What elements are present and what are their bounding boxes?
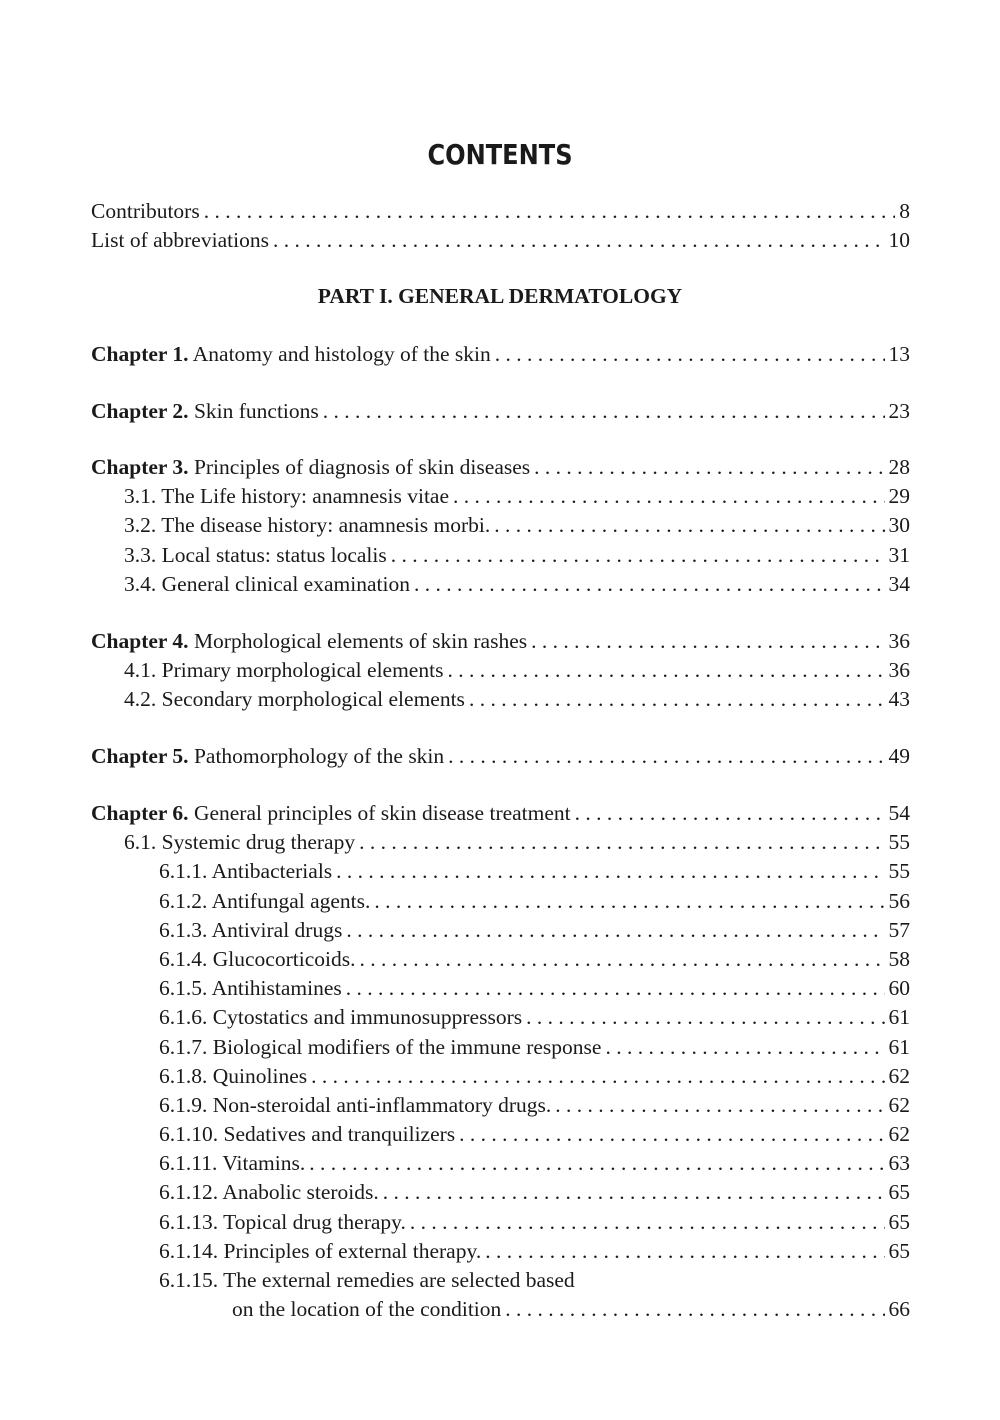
toc-entry-3-1[interactable] [91,482,910,511]
toc-entry-chapter-1[interactable] [91,340,910,369]
toc-entry-6-1-13[interactable] [91,1208,910,1237]
entry-label: 6.1.2. Antifungal agents. [159,888,371,913]
toc-entry-chapter-2[interactable] [91,397,910,426]
entry-page: 31 [888,542,910,567]
chapter-prefix: Chapter 1. [91,342,189,366]
entry-label: 6.1.4. Glucocorticoids. [159,946,356,971]
toc-entry-6-1-15-line2[interactable] [91,1295,910,1324]
entry-label: 4.1. Primary morphological elements [124,658,444,683]
entry-page: 29 [888,484,910,509]
entry-label: Skin functions [193,399,319,423]
entry-page: 30 [888,513,910,538]
toc-entry-chapter-6[interactable] [91,799,910,828]
entry-page: 55 [888,830,910,855]
entry-page: 57 [888,917,910,942]
chapter-4 [91,627,910,715]
entry-label: Morphological elements of skin rashes [193,629,528,653]
toc-entry-3-2[interactable] [91,511,910,540]
entry-label: 6.1.3. Antiviral drugs [159,917,343,942]
toc-entry-6-1-6[interactable] [91,1003,910,1032]
toc-entry-chapter-4[interactable] [91,627,910,656]
entry-page: 54 [888,801,910,825]
toc-entry-6-1-5[interactable] [91,974,910,1003]
entry-page: 13 [888,342,910,366]
entry-page: 23 [888,399,910,423]
entry-page: 8 [899,199,910,223]
entry-page: 36 [888,658,910,683]
entry-label: 6.1.10. Sedatives and tranquilizers [159,1122,456,1147]
entry-label: 6.1.7. Biological modifiers of the immune response [159,1034,602,1059]
entry-page: 61 [888,1034,910,1059]
entry-label: 3.2. The disease history: anamnesis morbi. [124,513,491,538]
toc-entry-3-3[interactable] [91,541,910,570]
toc-entry-4-1[interactable] [91,656,910,685]
entry-label: 6.1.8. Quinolines [159,1063,308,1088]
toc-entry-6-1-10[interactable] [91,1120,910,1149]
entry-label: 6.1.12. Anabolic steroids. [159,1180,379,1205]
entry-label: 6.1. Systemic drug therapy [124,830,356,855]
toc-entry-6-1-1[interactable] [91,857,910,886]
entry-label: List of abbreviations [91,228,269,253]
entry-page: 65 [888,1238,910,1263]
toc-entry-6-1-7[interactable] [91,1033,910,1062]
chapter-5 [91,742,910,771]
toc-entry-6-1-15-line1[interactable] [91,1266,910,1295]
entry-page: 10 [888,228,910,253]
entry-label: 6.1.13. Topical drug therapy. [159,1209,406,1234]
entry-label: 4.2. Secondary morphological elements [124,687,465,712]
entry-label: Anatomy and histology of the skin [192,342,491,366]
entry-page: 65 [888,1180,910,1205]
chapter-prefix: Chapter 6. [91,801,189,825]
chapter-2 [91,397,910,426]
entry-label: 6.1.14. Principles of external therapy. [159,1238,482,1263]
entry-label: Pathomorphology of the skin [193,744,445,768]
toc-entry-4-2[interactable] [91,685,910,714]
entry-page: 62 [888,1092,910,1117]
entry-page: 36 [888,629,910,653]
toc-entry-6-1-9[interactable] [91,1091,910,1120]
page-title: CONTENTS [427,138,573,171]
chapter-prefix: Chapter 5. [91,744,189,768]
entry-page: 43 [888,687,910,712]
toc-entry-6-1[interactable] [91,828,910,857]
toc-entry-6-1-11[interactable] [91,1149,910,1178]
chapter-prefix: Chapter 2. [91,399,189,423]
entry-page: 55 [888,859,910,884]
toc-entry-abbreviations[interactable] [91,226,910,255]
entry-page: 65 [888,1209,910,1234]
chapter-3 [91,453,910,599]
entry-page: 62 [888,1122,910,1147]
entry-page: 28 [888,455,910,479]
entry-page: 58 [888,946,910,971]
entry-label: 6.1.11. Vitamins. [159,1151,306,1176]
entry-page: 34 [888,571,910,596]
toc-entry-6-1-3[interactable] [91,916,910,945]
toc-entry-6-1-2[interactable] [91,887,910,916]
toc-entry-chapter-5[interactable] [91,742,910,771]
entry-label: on the location of the condition [232,1297,502,1322]
front-matter [91,197,910,255]
entry-page: 66 [888,1297,910,1322]
entry-label: 3.3. Local status: status localis [124,542,387,567]
chapter-6 [91,799,910,1324]
toc-entry-6-1-4[interactable] [91,945,910,974]
entry-page: 49 [888,744,910,768]
chapter-1 [91,340,910,369]
entry-page: 60 [888,976,910,1001]
toc-entry-3-4[interactable] [91,570,910,599]
toc-entry-6-1-14[interactable] [91,1237,910,1266]
entry-label: 3.1. The Life history: anamnesis vitae [124,484,450,509]
toc-entry-contributors[interactable] [91,197,910,226]
entry-page: 63 [888,1151,910,1176]
entry-label: 6.1.9. Non-steroidal anti-inflammatory drugs. [159,1092,552,1117]
chapter-prefix: Chapter 3. [91,455,189,479]
entry-label: 6.1.6. Cytostatics and immunosuppressors [159,1005,523,1030]
entry-label: General principles of skin disease treatment [193,801,571,825]
entry-label: 6.1.1. Antibacterials [159,859,333,884]
entry-page: 56 [888,888,910,913]
part-title: PART I. GENERAL DERMATOLOGY [317,284,683,308]
toc-entry-6-1-8[interactable] [91,1062,910,1091]
entry-page: 61 [888,1005,910,1030]
entry-label: 6.1.5. Antihistamines [159,976,342,1001]
entry-label: Contributors [91,199,200,223]
entry-label: 3.4. General clinical examination [124,571,410,596]
entry-label: Principles of diagnosis of skin diseases [193,455,531,479]
entry-page: 62 [888,1063,910,1088]
toc-entry-6-1-12[interactable] [91,1178,910,1207]
chapter-prefix: Chapter 4. [91,629,189,653]
entry-label: 6.1.15. The external remedies are selected based [159,1268,575,1292]
toc-entry-chapter-3[interactable] [91,453,910,482]
